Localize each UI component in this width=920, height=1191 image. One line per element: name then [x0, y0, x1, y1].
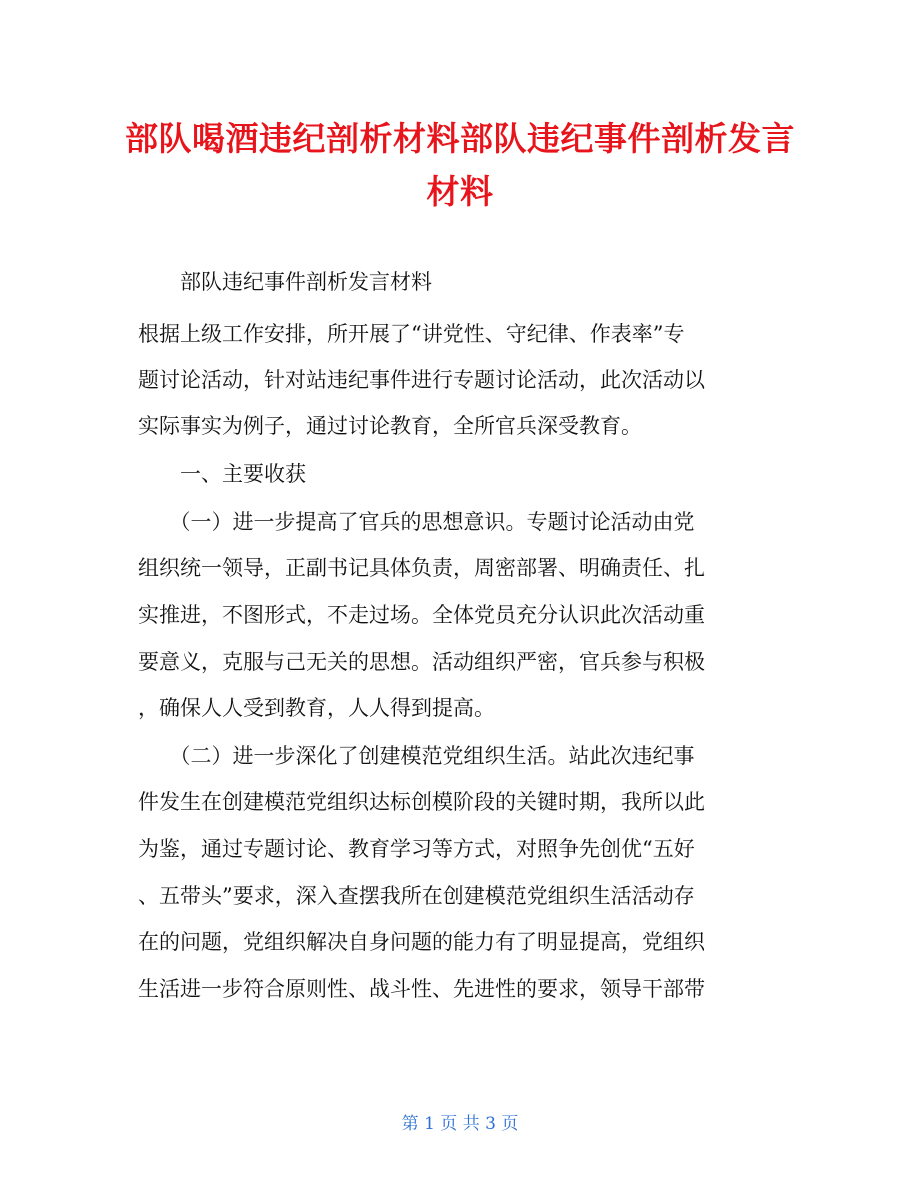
- page-number-footer: 第 1 页 共 3 页: [401, 1114, 519, 1134]
- document-title-line-2: 材料: [426, 172, 494, 211]
- body-line-4: 实际事实为例子，通过讨论教育，全所官兵深受教育。: [138, 414, 642, 438]
- body-line-10: ，确保人人受到教育，人人得到提高。: [138, 696, 495, 720]
- body-line-16: 生活进一步符合原则性、战斗性、先进性的要求，领导干部带: [138, 977, 705, 1001]
- body-line-11: （二）进一步深化了创建模范党组织生活。站此次违纪事: [138, 744, 695, 768]
- body-line-12: 件发生在创建模范党组织达标创模阶段的关键时期，我所以此: [138, 790, 705, 814]
- document-title-line-1: 部队喝酒违纪剖析材料部队违纪事件剖析发言: [125, 119, 795, 158]
- body-line-3: 题讨论活动，针对站违纪事件进行专题讨论活动，此次活动以: [138, 368, 705, 392]
- body-line-9: 要意义，克服与己无关的思想。活动组织严密，官兵参与积极: [138, 650, 705, 674]
- body-line-2: 根据上级工作安排，所开展了“讲党性、守纪律、作表率”专: [138, 322, 685, 346]
- body-line-14: 、五带头”要求，深入查摆我所在创建模范党组织生活活动存: [138, 884, 695, 908]
- body-line-1: 部队违纪事件剖析发言材料: [138, 270, 432, 294]
- body-line-15: 在的问题，党组织解决自身问题的能力有了明显提高，党组织: [138, 930, 705, 954]
- body-line-6: （一）进一步提高了官兵的思想意识。专题讨论活动由党: [138, 510, 695, 534]
- body-line-5: 一、主要收获: [138, 462, 306, 486]
- body-line-7: 组织统一领导，正副书记具体负责，周密部署、明确责任、扎: [138, 556, 705, 580]
- body-line-13: 为鉴，通过专题讨论、教育学习等方式，对照争先创优“五好: [138, 837, 695, 861]
- body-line-8: 实推进，不图形式，不走过场。全体党员充分认识此次活动重: [138, 603, 705, 627]
